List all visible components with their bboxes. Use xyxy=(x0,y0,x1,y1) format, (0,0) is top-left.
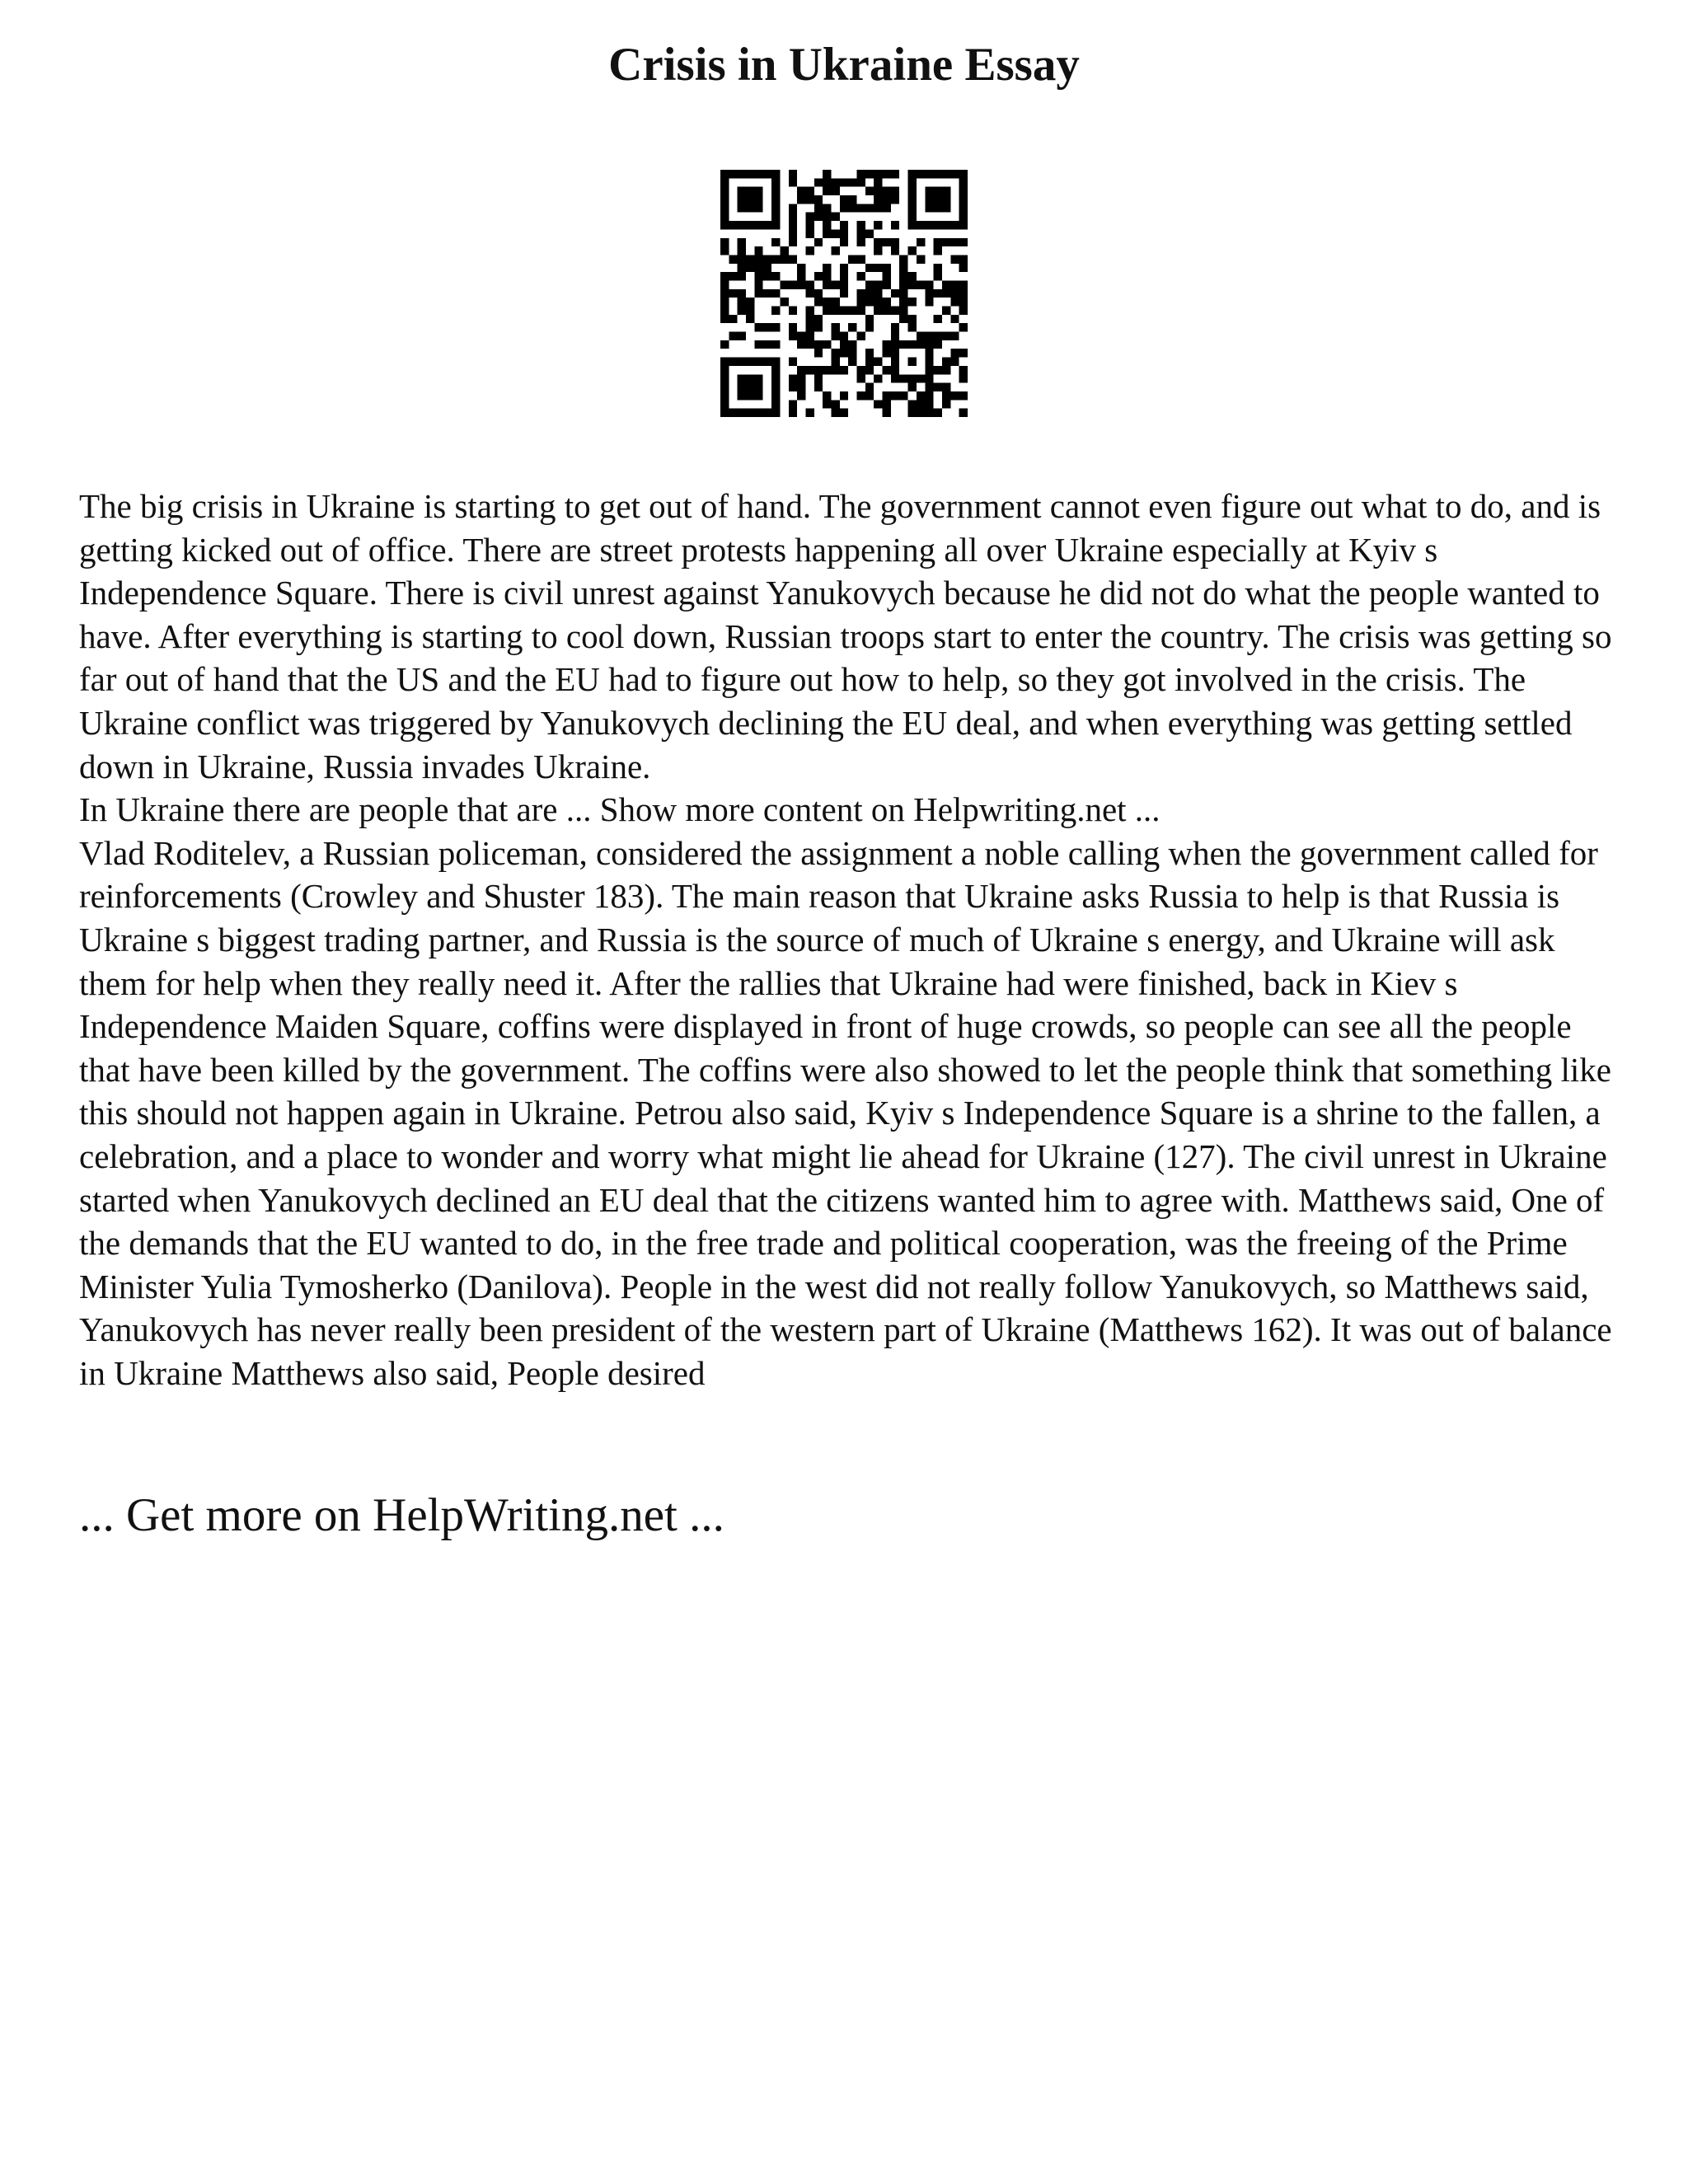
essay-body xyxy=(79,485,1629,1394)
document-title: Crisis in Ukraine Essay xyxy=(608,39,1080,91)
qr-code-icon[interactable] xyxy=(720,170,968,417)
paragraph-2: In Ukraine there are people that are ... Show more content on Helpwriting.net ... xyxy=(79,790,1160,829)
paragraph-1: The big crisis in Ukraine is starting to get out of hand. The government cannot even figure out what to do, and is getting kicked out of office. There are street protests happening all over Ukraine especially at Kyiv s Independence Square. There is civil unrest against Yanukovych because he did not do what the people wanted to have. After everything is starting to cool down, Russian troops start to enter the country. The crisis was getting so far out of hand that the US and the EU had to figure out how to help, so they got involved in the crisis. The Ukraine conflict was triggered by Yanukovych declining the EU deal, and when everything was getting settled down in Ukraine, Russia invades Ukraine. xyxy=(79,487,1612,785)
get-more-link[interactable]: ... Get more on HelpWriting.net ... xyxy=(79,1489,724,1541)
paragraph-3: Vlad Roditelev, a Russian policeman, considered the assignment a noble calling when the government called for reinforcements (Crowley and Shuster 183). The main reason that Ukraine asks Russia to help is that Russia is Ukraine s biggest trading partner, and Russia is the source of much of Ukraine s energy, and Ukraine will ask them for help when they really need it. After the rallies that Ukraine had were finished, back in Kiev s Independence Maiden Square, coffins were displayed in front of huge crowds, so people can see all the people that have been killed by the government. The coffins were also showed to let the people think that something like this should not happen again in Ukraine. Petrou also said, Kyiv s Independence Square is a shrine to the fallen, a celebration, and a place to wonder and worry what might lie ahead for Ukraine (127). The civil unrest in Ukraine started when Yanukovych declined an EU deal that the citizens wanted him to agree with. Matthews said, One of the demands that the EU wanted to do, in the free trade and political cooperation, was the freeing of the Prime Minister Yulia Tymosherko (Danilova). People in the west did not really follow Yanukovych, so Matthews said, Yanukovych has never really been president of the western part of Ukraine (Matthews 162). It was out of balance in Ukraine Matthews also said, People desired xyxy=(79,833,1612,1392)
